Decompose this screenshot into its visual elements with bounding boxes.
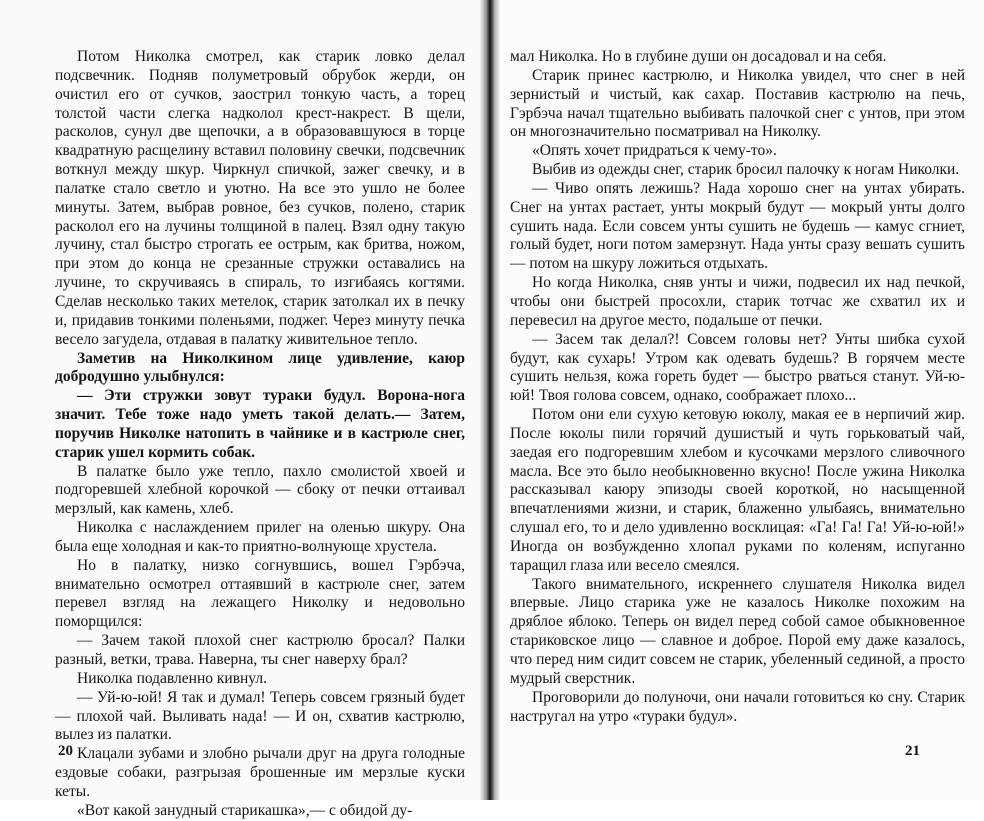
paragraph: — Зачем такой плохой снег кастрюлю бросал? Палки разный, ветки, трава. Наверна, ты снег наверху брал? <box>55 632 465 668</box>
page-number: 20 <box>58 743 73 759</box>
paragraph: В палатке было уже тепло, пахло смолистой хвоей и подгоревшей хлебной корочкой — сбоку от печки оттаивал мерзлый, как камень, хлеб. <box>55 462 465 518</box>
right-page <box>500 0 984 800</box>
paragraph: — Засем так делал?! Совсем головы нет? Унты шибка сухой будут, как сухарь! Утром как одевать будешь? В горячем месте сушить нельзя, кожа гореть будет — быстро рваться станут. Уй-ю-юй! Твоя голова совсем, однако, соображает плохо... <box>510 330 965 405</box>
paragraph: «Опять хочет придраться к чему-то». <box>532 142 777 160</box>
paragraph: Выбив из одежды снег, старик бросил палочку к ногам Николки. <box>532 161 960 179</box>
paragraph: Но в палатку, низко согнувшись, вошел Гэрбэча, внимательно осмотрел оттаявший в кастрюле снег, затем перевел взгляд на лежащего Николку и недовольно поморщился: <box>55 556 465 631</box>
page-number: 21 <box>905 743 920 759</box>
left-page <box>0 0 480 819</box>
paragraph: «Вот какой занудный старикашка»,— с обидой ду- <box>77 801 413 819</box>
paragraph: мал Николка. Но в глубине души он досадовал и на себя. <box>510 48 887 65</box>
right-page-text <box>510 48 965 726</box>
paragraph: Старик принес кастрюлю, и Николка увидел, что снег в ней зернистый и чистый, как сахар. Поставив кастрюлю на печь, Гэрбэча начал тщательно выбивать палочкой снег с унтов, при этом он многозначительно посматривал на Николку. <box>510 66 965 141</box>
paragraph: Николка подавленно кивнул. <box>77 669 267 687</box>
paragraph: Такого внимательного, искреннего слушателя Николка видел впервые. Лицо старика уже не казалось Николке похожим на дряблое яблоко. Теперь он видел перед собой самое обыкновенное стариковское лицо — славное и доброе. Порой ему даже казалось, что перед ним сидит совсем не старик, убеленный сединой, а просто мудрый сверстник. <box>510 575 965 687</box>
paragraph: — Эти стружки зовут тураки будул. Ворона-нога значит. Тебе тоже надо уметь такой делать.— Затем, поручив Николке натопить в чайнике и в кастрюле снег, старик ушел кормить собак. <box>55 387 465 461</box>
paragraph: Потом Николка смотрел, как старик ловко делал подсвечник. Подняв полуметровый обрубок жерди, он очистил его от сучков, заострил тонкую часть, а торец толстой части слегка надколол крест-накрест. В щели, расколов, сунул две щепочки, а в образовавшуюся в торце квадратную расщелину вставил половину свечки, подсвечник воткнул между шкур. Чиркнул спичкой, зажег свечку, и в палатке стало светло и уютно. На все это ушло не более минуты. Затем, выбрав ровное, без сучков, полено, старик расколол его на лучины толщиной в палец. Взял одну такую лучину, стал быстро строгать ее острым, как бритва, ножом, при этом до конца не срезанные стружки оставались на лучине, то скручиваясь в спираль, то изгибаясь когтями. Сделав несколько таких метелок, старик затолкал их в печку и, придавив тонкими поленьями, поджег. Через минуту печка весело загудела, отдавая в палатку живительное тепло. <box>55 48 465 348</box>
book-spine-gutter <box>480 0 500 800</box>
paragraph: Клацали зубами и злобно рычали друг на друга голодные ездовые собаки, разгрызая брошенные им мерзлые куски кеты. <box>55 745 465 800</box>
paragraph: Проговорили до полуночи, они начали готовиться ко сну. Старик настругал на утро «тураки будул». <box>510 688 965 725</box>
left-page-text <box>55 48 465 821</box>
paragraph: Николка с наслаждением прилег на оленью шкуру. Она была еще холодная и как-то приятно-волнующе хрустела. <box>55 519 465 555</box>
paragraph: — Уй-ю-юй! Я так и думал! Теперь совсем грязный будет — плохой чай. Выливать нада! — И он, схватив кастрюлю, вылез из палатки. <box>55 688 465 744</box>
paragraph: Потом они ели сухую кетовую юколу, макая ее в нерпичий жир. После юколы пили горячий душистый и чуть горьковатый чай, заедая его подгоревшим хлебом и кусочками мерзлого сливочного масла. Все это было необыкновенно вкусно! После ужина Николка рассказывал каюру эпизоды своей короткой, но насыщенной впечатлениями жизни, и старик, блаженно улыбаясь, внимательно слушал его, то и дело удивленно восклицая: «Га! Га! Га! Уй-ю-юй!» Иногда он возбужденно хлопал руками по коленям, испуганно таращил глаза или весело смеялся. <box>510 406 965 574</box>
paragraph: Но когда Николка, сняв унты и чижи, подвесил их над печкой, чтобы они быстрей просохли, старик тотчас же схватил их и перевесил на другое место, подальше от печки. <box>510 274 965 329</box>
paragraph: — Чиво опять лежишь? Нада хорошо снег на унтах убирать. Снег на унтах растает, унты мокрый будут — мокрый унты долго сушить нада. Если совсем унты сушить не будешь — камус сгниет, голый будет, ноги потом замерзнут. Нада унты сразу вешать сушить — потом на шкуру ложиться отдыхать. <box>510 179 965 273</box>
paragraph: Заметив на Николкином лице удивление, каюр добродушно улыбнулся: <box>55 349 465 386</box>
